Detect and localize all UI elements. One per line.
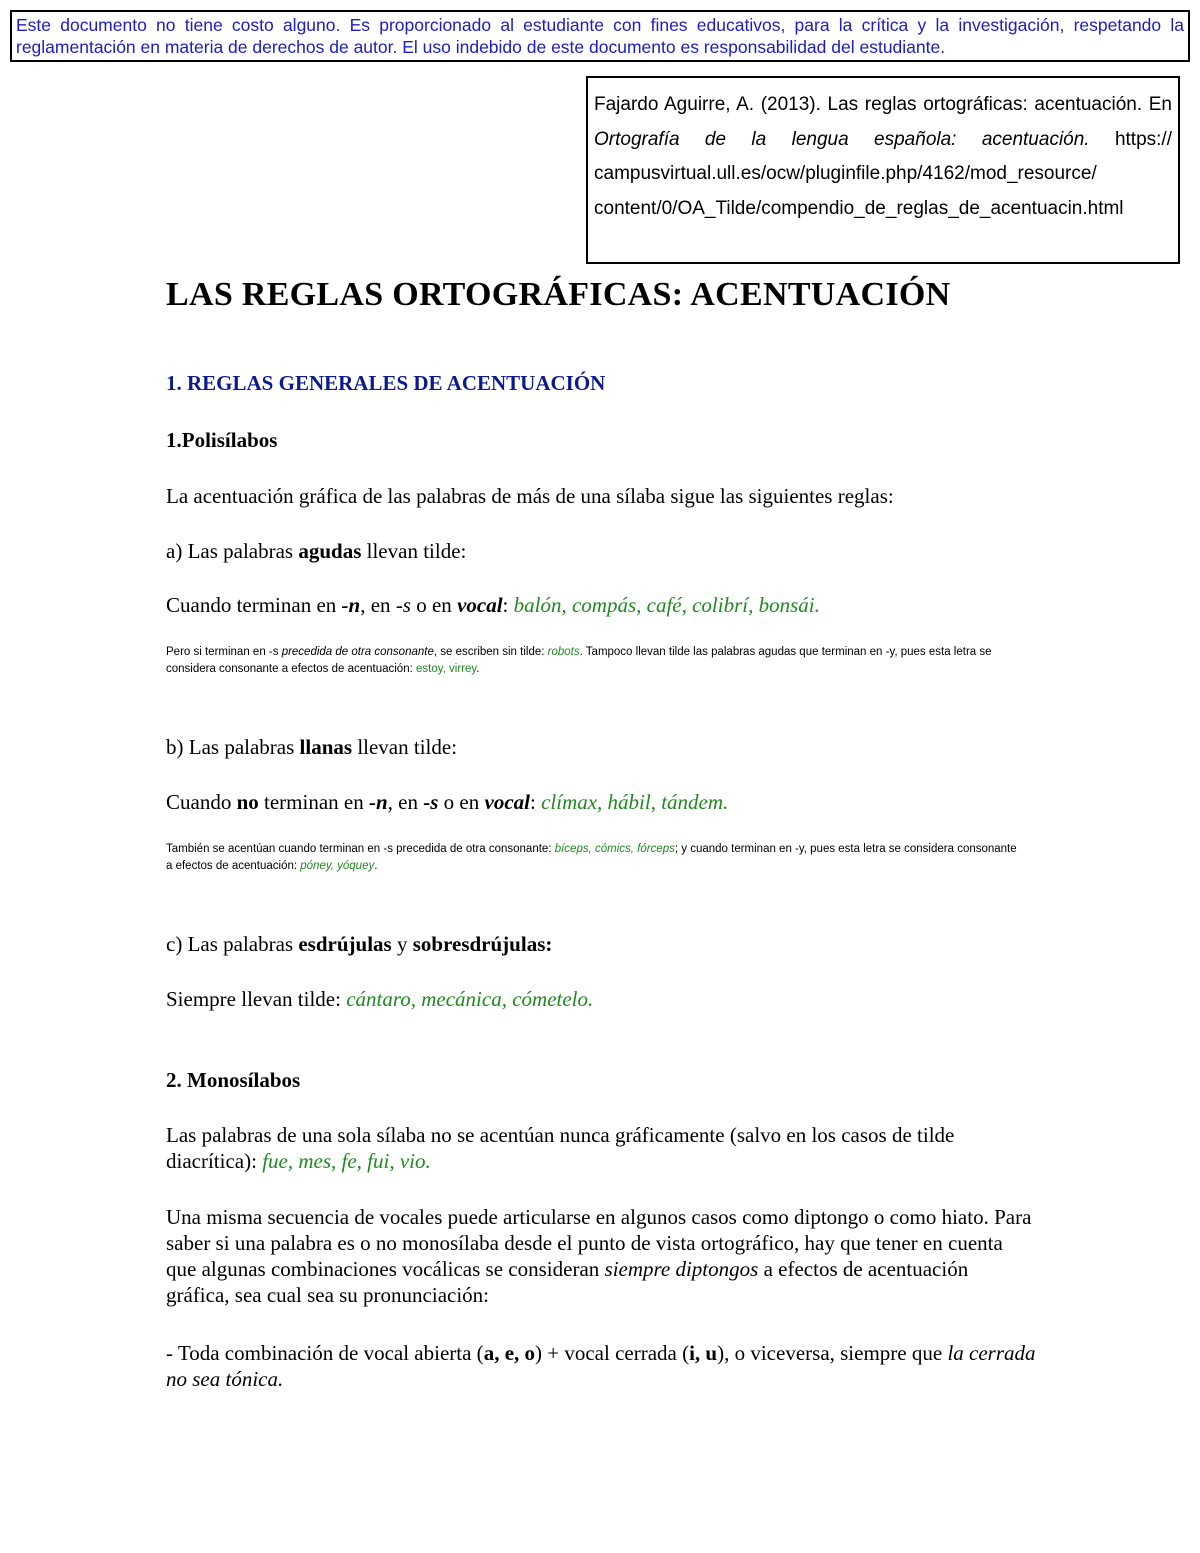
copyright-notice	[10, 10, 1190, 62]
monosilabos-paragraph-2	[166, 1204, 1036, 1308]
rule-a-label-text: a) Las palabras	[166, 539, 299, 563]
monosilabos-p3-text-3: ), o viceversa, siempre que	[717, 1341, 948, 1365]
rule-a-description	[166, 592, 820, 618]
rule-b-label	[166, 734, 457, 760]
rule-a-examples: balón, compás, café, colibrí, bonsái.	[513, 593, 820, 617]
rule-a-note-text: Pero si terminan en -s	[166, 646, 282, 658]
rule-b-no: no	[236, 790, 259, 814]
rule-b-text-3: , en	[387, 790, 424, 814]
citation-box	[586, 76, 1180, 264]
rule-a-ending-n: -n	[341, 593, 361, 617]
section-heading-general-rules: 1. REGLAS GENERALES DE ACENTUACIÓN	[166, 371, 606, 395]
citation-url: https:// campusvirtual.ull.es/ocw/pluginfile.php/4162/mod_resource/ content/0/OA_Tilde/compendio_de_reglas_de_acentuacin.html	[594, 128, 1172, 219]
rule-b-note-text-2: ; y cuando terminan en -y, pues esta letra se considera consonante a efectos de acentuación:	[166, 843, 1017, 872]
page-title: LAS REGLAS ORTOGRÁFICAS: ACENTUACIÓN	[166, 276, 951, 313]
rule-b-text: Cuando	[166, 790, 237, 814]
monosilabos-p1-text: Las palabras de una sola sílaba no se acentúan nunca gráficamente (salvo en los casos de tilde diacrítica):	[166, 1123, 955, 1173]
rule-a-colon: :	[502, 593, 514, 617]
rule-a-note-text-3: . Tampoco llevan tilde las palabras agudas que terminan en -y, pues esta letra se considera consonante a efectos de acentuación:	[166, 646, 992, 675]
rule-a-note-end: .	[476, 663, 480, 675]
citation-book-title: Ortografía de la lengua española: acentuación.	[594, 128, 1090, 150]
rule-b-text-2: terminan en	[258, 790, 369, 814]
rule-b-label-text: b) Las palabras	[166, 735, 300, 759]
copyright-notice-text: Este documento no tiene costo alguno. Es proporcionado al estudiante con fines educativos, para la crítica y la investigación, respetando la reglamentación en materia de derechos de autor. El uso indebido de este documento es responsabilidad del estudiante.	[16, 15, 1184, 57]
rule-c-label-text: c) Las palabras	[166, 932, 299, 956]
rule-b-description	[166, 789, 728, 815]
subheading-polisilabos: 1.Polisílabos	[166, 428, 278, 452]
rule-a-text-2: , en	[360, 593, 396, 617]
section-heading-monosilabos: 2. Monosílabos	[166, 1068, 301, 1092]
rule-a-label-end: llevan tilde:	[361, 539, 467, 563]
rule-a-text: Cuando terminan en	[166, 593, 342, 617]
rule-b-note-example-1: bíceps, cómics, fórceps	[554, 843, 675, 855]
rule-c-label	[166, 931, 552, 957]
rule-b-note-example-2: póney, yóquey	[300, 860, 375, 872]
closed-vowels: i, u	[689, 1341, 718, 1365]
rule-a-term: agudas	[298, 539, 362, 563]
monosilabos-p3-italic: la cerrada no sea tónica.	[166, 1341, 1036, 1391]
rule-c-text: Siempre llevan tilde:	[166, 987, 347, 1011]
rule-a-ending-s: -s	[395, 593, 411, 617]
monosilabos-paragraph-1	[166, 1122, 1036, 1174]
rule-b-text-4: o en	[438, 790, 485, 814]
rule-c-term-1: esdrújulas	[298, 932, 392, 956]
monosilabos-p1-examples: fue, mes, fe, fui, vio.	[262, 1149, 431, 1173]
monosilabos-p3-text: - Toda combinación de vocal abierta (	[166, 1341, 484, 1365]
open-vowels: a, e, o	[483, 1341, 536, 1365]
rule-b-ending-n: -n	[368, 790, 388, 814]
intro-paragraph: La acentuación gráfica de las palabras de más de una sílaba sigue las siguientes reglas:	[166, 484, 894, 508]
rule-b-term: llanas	[299, 735, 353, 759]
rule-b-note-end: .	[374, 860, 378, 872]
rule-c-examples: cántaro, mecánica, cómetelo.	[346, 987, 594, 1011]
rule-b-examples: clímax, hábil, tándem.	[541, 790, 729, 814]
rule-b-ending-s: -s	[423, 790, 439, 814]
rule-a-text-3: o en	[410, 593, 458, 617]
monosilabos-p2-text: Una misma secuencia de vocales puede articularse en algunos casos como diptongo o como hiato. Para saber si una palabra es o no monosílaba desde el punto de vista ortográfico, hay que tener en cuenta que algunas combinaciones vocálicas se consideran	[166, 1205, 1032, 1281]
monosilabos-p2-italic: siempre diptongos	[604, 1257, 759, 1281]
rule-c-term-2: sobresdrújulas:	[412, 932, 553, 956]
rule-b-note	[166, 841, 1026, 875]
rule-a-note-text-2: , se escriben sin tilde:	[433, 646, 548, 658]
rule-a-label	[166, 538, 466, 564]
citation-text: Fajardo Aguirre, A. (2013). Las reglas ortográficas: acentuación. En	[594, 94, 1172, 115]
rule-a-note-italic: precedida de otra consonante	[281, 646, 434, 658]
rule-b-note-text: También se acentúan cuando terminan en -s precedida de otra consonante:	[166, 843, 555, 855]
rule-b-label-end: llevan tilde:	[352, 735, 458, 759]
monosilabos-p2-end: a efectos de acentuación gráfica, sea cual sea su pronunciación:	[166, 1257, 969, 1307]
monosilabos-p3-text-2: ) + vocal cerrada (	[535, 1341, 690, 1365]
rule-b-colon: :	[529, 790, 542, 814]
rule-b-ending-vocal: vocal	[484, 790, 530, 814]
rule-c-description	[166, 986, 593, 1012]
rule-a-note	[166, 644, 1026, 678]
rule-a-ending-vocal: vocal	[457, 593, 503, 617]
rule-a-note-example-1: robots	[547, 646, 580, 658]
rule-a-note-example-2: estoy, virrey	[415, 663, 477, 675]
rule-c-label-mid: y	[391, 932, 413, 956]
monosilabos-paragraph-3	[166, 1340, 1036, 1392]
